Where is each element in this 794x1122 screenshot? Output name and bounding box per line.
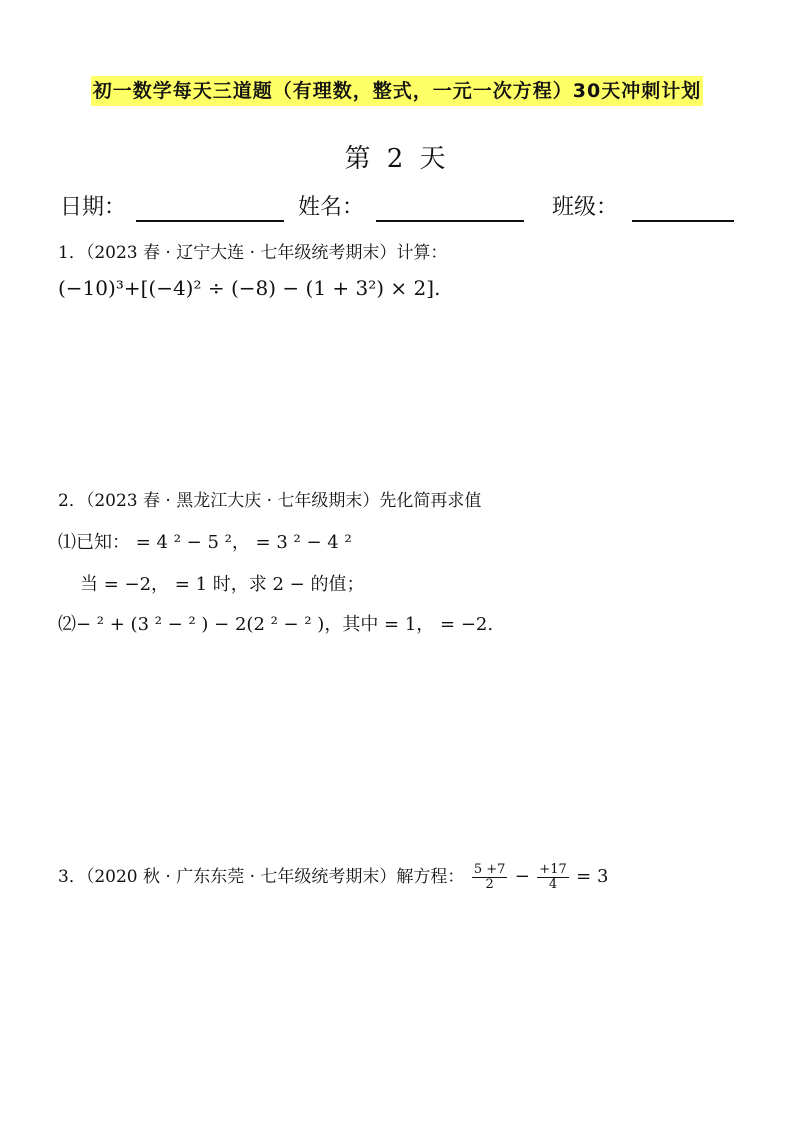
name-label: 姓名： — [298, 195, 365, 220]
date-label: 日期： — [60, 195, 127, 220]
page-title: 初一数学每天三道题（有理数，整式，一元一次方程）30天冲刺计划 — [91, 76, 703, 106]
header-title-band — [0, 76, 794, 106]
question-1-expression: (−10)³+[(−4)² ÷ (−8) − (1 + 3²) × 2]. — [58, 276, 441, 300]
equation-rhs: = 3 — [576, 866, 609, 887]
fraction-1-denominator: 2 — [485, 877, 494, 892]
question-3-fraction-1 — [472, 863, 508, 892]
fraction-2-numerator: +17 — [539, 862, 567, 877]
date-field[interactable] — [136, 220, 284, 222]
name-field[interactable] — [376, 220, 524, 222]
question-2-part2: ⑵− ² + (3 ² − ² ) − 2(2 ² − ² )，其中 = 1， = −2. — [58, 614, 494, 635]
question-3-row — [58, 862, 608, 892]
fraction-1-numerator: 5 +7 — [473, 862, 506, 877]
info-row — [60, 190, 740, 226]
question-1-prompt: 1．（2023 春 · 辽宁大连 · 七年级统考期末）计算： — [58, 243, 448, 263]
question-3-fraction-2 — [537, 863, 568, 892]
question-2-prompt: 2．（2023 春 · 黑龙江大庆 · 七年级期末）先化简再求值 — [58, 491, 482, 511]
class-field[interactable] — [632, 220, 734, 222]
question-2-part1-given: ⑴已知： = 4 ² − 5 ²， = 3 ² − 4 ² — [58, 532, 352, 553]
class-label: 班级： — [552, 195, 619, 220]
fraction-2-denominator: 4 — [548, 877, 558, 892]
question-2-part1-condition: 当 = −2， = 1 时，求 2 − 的值； — [80, 574, 365, 595]
day-title: 第 2 天 — [344, 144, 450, 174]
question-3-prompt: 3．（2020 秋 · 广东东莞 · 七年级统考期末）解方程： — [58, 867, 465, 887]
minus-sign: − — [514, 866, 530, 887]
